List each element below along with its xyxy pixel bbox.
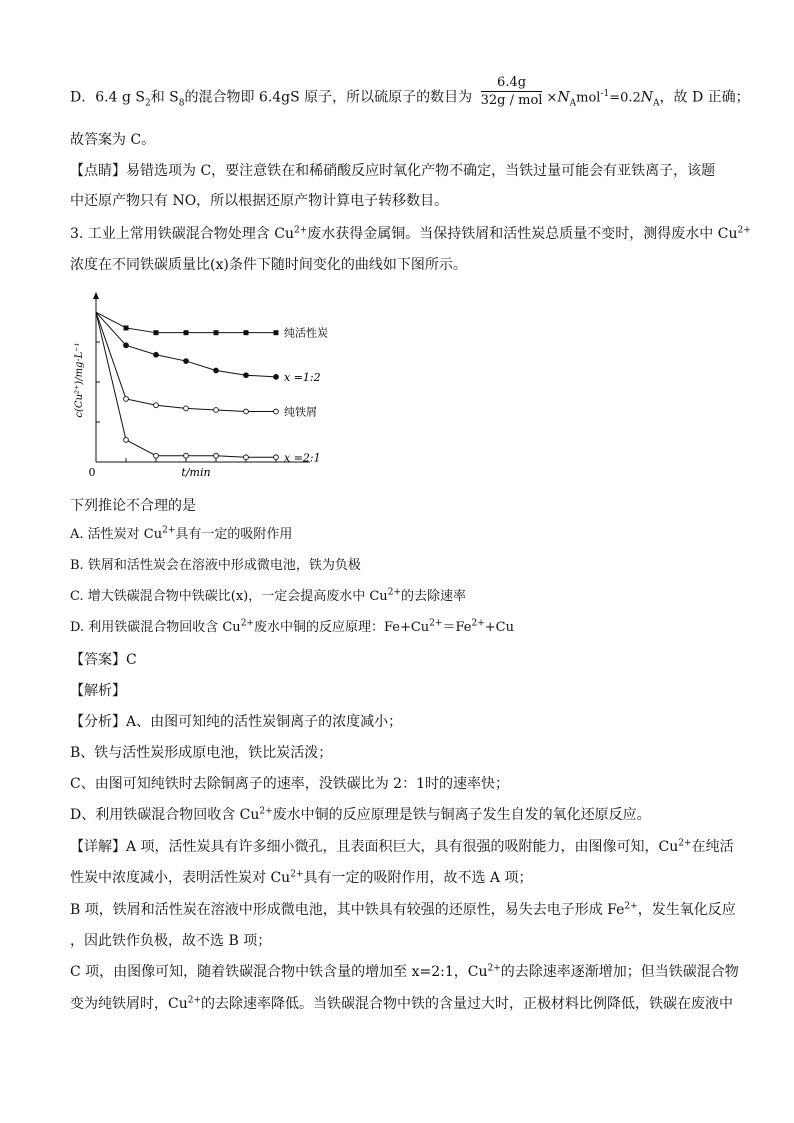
data-point bbox=[184, 453, 189, 458]
text: 【详解】A 项，活性炭具有许多细小微孔，且表面积巨大，具有很强的吸附能力，由图像可知，Cu bbox=[70, 839, 679, 855]
superscript: 2+ bbox=[259, 806, 273, 817]
text: A. 活性炭对 Cu bbox=[70, 527, 163, 542]
option-a[interactable] bbox=[70, 525, 292, 545]
text: 具有一定的吸附作用，故不选 A 项； bbox=[303, 870, 533, 886]
series-label: x =2:1 bbox=[284, 451, 321, 465]
subscript: A bbox=[653, 98, 660, 109]
text: 和 S bbox=[150, 89, 179, 106]
analysis-heading bbox=[70, 681, 126, 701]
text: × bbox=[546, 90, 558, 106]
text: 下列推论不合理的是 bbox=[70, 498, 196, 514]
answer-heading bbox=[70, 650, 137, 670]
text: 【分析】A、由图可知纯的活性炭铜离子的浓度减小； bbox=[70, 714, 403, 730]
data-point bbox=[244, 373, 249, 378]
data-point bbox=[154, 352, 159, 357]
superscript: 2+ bbox=[162, 525, 176, 536]
option-d[interactable] bbox=[70, 618, 514, 638]
data-point bbox=[124, 438, 129, 443]
text: 废水中铜的反应原理是铁与铜离子发生自发的氧化还原反应。 bbox=[272, 807, 651, 823]
text: ，发生氧化反应 bbox=[637, 902, 736, 918]
text: 在纯活 bbox=[691, 839, 734, 855]
data-point bbox=[214, 330, 219, 335]
superscript: 2+ bbox=[624, 901, 638, 912]
text: 中还原产物只有 NO，所以根据还原产物计算电子转移数目。 bbox=[70, 193, 449, 209]
text: 的去除速率降低。当铁碳混合物中铁的含量过大时，正极材料比例降低，铁碳在废液中 bbox=[201, 996, 734, 1012]
superscript: -1 bbox=[600, 88, 610, 99]
text: +Cu bbox=[484, 620, 514, 635]
data-point bbox=[214, 453, 219, 458]
detail-line-5 bbox=[70, 962, 739, 982]
text: 【答案】C bbox=[70, 652, 137, 668]
y-axis-arrow bbox=[93, 292, 99, 299]
detail-line-6 bbox=[70, 994, 733, 1014]
text: B、铁与活性炭形成原电池，铁比炭活泼； bbox=[70, 745, 333, 761]
y-axis-label: c(Cu²⁺)/mg·L⁻¹ bbox=[74, 342, 85, 418]
detail-line-3 bbox=[70, 900, 736, 920]
option-b[interactable] bbox=[70, 556, 361, 576]
text: D. 利用铁碳混合物回收含 Cu bbox=[70, 620, 241, 635]
text: 【点睛】易错选项为 C，要注意铁在和稀硝酸反应时氧化产物不确定，当铁过量可能会有亚铁离子，该题 bbox=[70, 163, 716, 179]
text: D、利用铁碳混合物回收含 Cu bbox=[70, 807, 260, 823]
superscript: 2+ bbox=[678, 838, 692, 849]
text: 故答案为 C。 bbox=[70, 132, 156, 148]
text: B 项，铁屑和活性炭在溶液中形成微电池，其中铁具有较强的还原性，易失去电子形成 Fe bbox=[70, 902, 625, 918]
question-prompt bbox=[70, 496, 196, 516]
superscript: 2+ bbox=[471, 618, 485, 629]
text: 【解析】 bbox=[70, 683, 126, 699]
series-layer bbox=[96, 312, 279, 459]
series-line bbox=[96, 312, 276, 333]
question-3-line-1 bbox=[70, 224, 751, 244]
data-point bbox=[274, 455, 279, 460]
data-point bbox=[184, 406, 189, 411]
analysis-line-1 bbox=[70, 712, 402, 732]
text: ＝Fe bbox=[442, 620, 472, 635]
subscript: A bbox=[569, 98, 577, 109]
text: C、由图可知纯铁时去除铜离子的速率，没铁碳比为 2：1时的速率快； bbox=[70, 776, 509, 792]
data-point bbox=[274, 374, 279, 379]
data-point bbox=[244, 455, 249, 460]
origin-label: 0 bbox=[88, 466, 96, 479]
text: ，故 D 正确； bbox=[659, 89, 750, 106]
text: 的去除速率 bbox=[400, 589, 466, 604]
text: ，因此铁作负极，故不选 B 项； bbox=[70, 933, 272, 949]
data-point bbox=[154, 403, 159, 408]
subscript: 8 bbox=[178, 98, 185, 109]
detail-line-2 bbox=[70, 868, 532, 888]
data-point bbox=[274, 409, 279, 414]
x-axis-label: t/min bbox=[181, 466, 211, 479]
text: 3. 工业上常用铁碳混合物处理含 Cu bbox=[70, 226, 294, 242]
text: C. 增大铁碳混合物中铁碳比(x)，一定会提高废水中 Cu bbox=[70, 589, 388, 604]
text: D．6.4 g S bbox=[70, 89, 145, 106]
fraction bbox=[481, 74, 543, 109]
subscript: 2 bbox=[144, 98, 151, 109]
fraction-numerator: 6.4g bbox=[481, 74, 543, 92]
data-point bbox=[184, 359, 189, 364]
text: 具有一定的吸附作用 bbox=[175, 527, 293, 542]
data-point bbox=[214, 368, 219, 373]
data-point bbox=[124, 325, 129, 330]
detail-line-4 bbox=[70, 931, 271, 951]
text: 变为纯铁屑时，Cu bbox=[70, 996, 188, 1012]
option-c[interactable] bbox=[70, 587, 466, 607]
analysis-line-2 bbox=[70, 743, 332, 763]
data-point bbox=[214, 408, 219, 413]
superscript: 2+ bbox=[294, 225, 308, 236]
text: =0.2 bbox=[609, 90, 641, 106]
text: 的去除速率逐渐增加；但当铁碳混合物 bbox=[500, 964, 739, 980]
analysis-line-3 bbox=[70, 774, 509, 794]
data-point bbox=[154, 453, 159, 458]
question-3-line-2 bbox=[70, 255, 467, 275]
data-point bbox=[184, 330, 189, 335]
series-label: 纯活性炭 bbox=[284, 326, 328, 340]
detail-line-1 bbox=[70, 837, 734, 857]
dianjing-line-2 bbox=[70, 191, 448, 211]
text: 性炭中浓度减小，表明活性炭对 Cu bbox=[70, 870, 291, 886]
dianjing-line-1 bbox=[70, 161, 715, 181]
text: 的混合物即 6.4gS 原子，所以硫原子的数目为 bbox=[184, 89, 473, 106]
avogadro-symbol: N bbox=[557, 89, 570, 106]
superscript: 2+ bbox=[429, 618, 443, 629]
text: mol bbox=[576, 90, 601, 106]
text: 废水获得金属铜。当保持铁屑和活性炭总质量不变时，测得废水中 Cu bbox=[307, 226, 738, 242]
series-label: 纯铁屑 bbox=[284, 405, 317, 419]
fraction-denominator: 32g / mol bbox=[480, 93, 543, 108]
data-point bbox=[124, 397, 129, 402]
superscript: 2+ bbox=[240, 618, 254, 629]
text: 废水中铜的反应原理：Fe+Cu bbox=[253, 620, 430, 635]
answer-line bbox=[70, 130, 155, 150]
data-point bbox=[124, 343, 129, 348]
series-line bbox=[96, 312, 276, 377]
option-d-explanation bbox=[70, 75, 750, 115]
superscript: 2+ bbox=[187, 995, 202, 1006]
data-point bbox=[154, 330, 159, 335]
data-point bbox=[244, 409, 249, 414]
data-point bbox=[244, 330, 249, 335]
text: 浓度在不同铁碳质量比(x)条件下随时间变化的曲线如下图所示。 bbox=[70, 257, 467, 273]
data-point bbox=[274, 330, 279, 335]
legend-layer bbox=[284, 326, 328, 465]
text: C 项，由图像可知，随着铁碳混合物中铁含量的增加至 x=2:1，Cu bbox=[70, 964, 488, 980]
analysis-line-4 bbox=[70, 805, 651, 825]
superscript: 2+ bbox=[487, 963, 501, 974]
text: B. 铁屑和活性炭会在溶液中形成微电池，铁为负极 bbox=[70, 558, 361, 573]
superscript: 2+ bbox=[737, 225, 751, 236]
superscript: 2+ bbox=[387, 587, 401, 598]
series-label: x =1:2 bbox=[284, 370, 321, 384]
avogadro-symbol: N bbox=[640, 89, 654, 106]
superscript: 2+ bbox=[290, 869, 304, 880]
concentration-time-chart bbox=[70, 290, 330, 480]
